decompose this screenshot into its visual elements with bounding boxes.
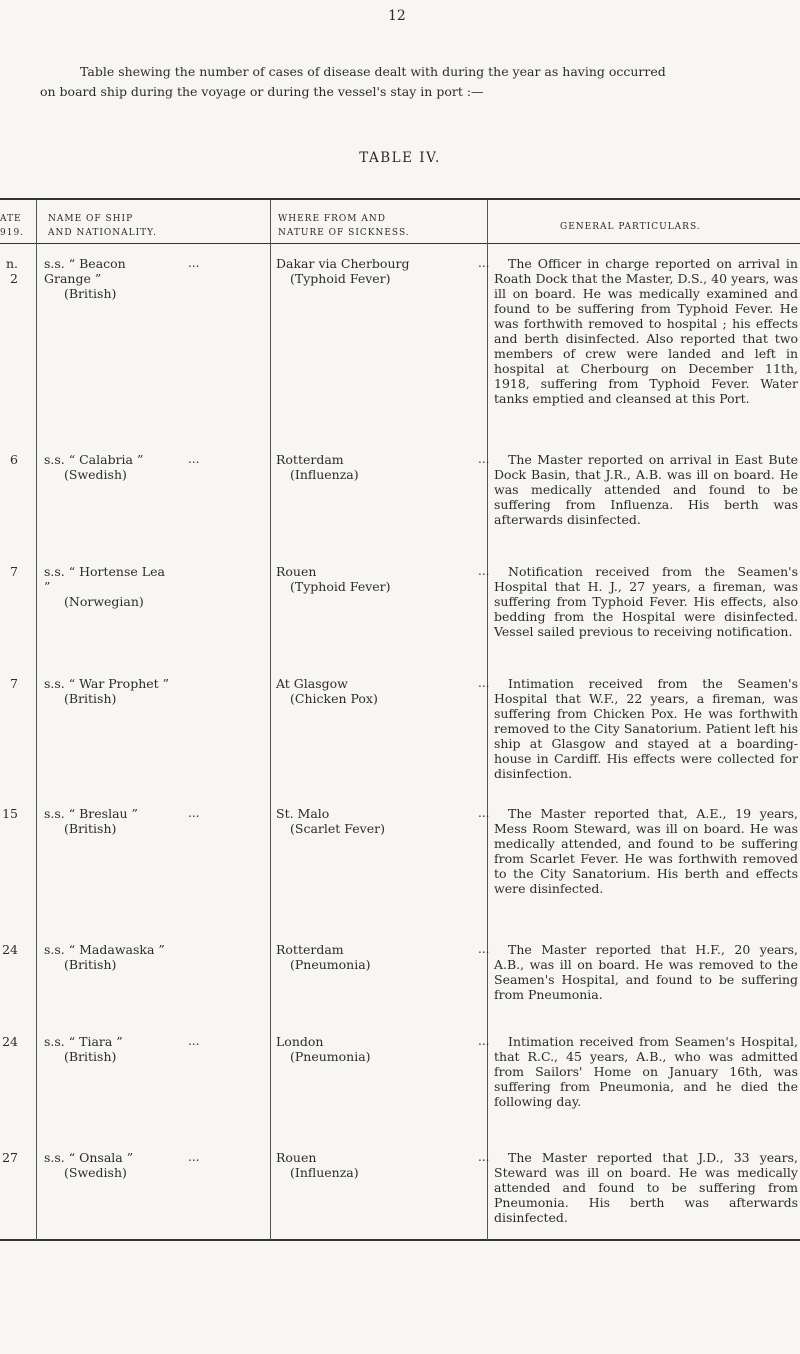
ship-nationality: (British) [64,691,117,706]
sickness-nature: (Typhoid Fever) [290,579,391,594]
sickness-nature: (Influenza) [290,1165,359,1180]
ship-name: s.s. “ Beacon Grange ” [44,256,126,286]
sickness-nature: (Chicken Pox) [290,691,378,706]
column-divider [36,200,37,1240]
where-from: Rouen [276,564,317,579]
ship-name: s.s. “ Breslau ” [44,806,138,821]
row-date: 24 [2,942,18,957]
sickness-nature: (Scarlet Fever) [290,821,385,836]
ship-nationality: (British) [64,1049,117,1064]
particulars-cell: The Officer in charge reported on arrival in Roath Dock that the Master, D.S., 40 years, was ill on board. He was medically examined and found to be suffering from Typhoid Fever. He was forthwith removed to hospital ; his effects and berth disinfected. Also reported that two members of crew were landed and left in hospital at Cherbourg on December 11th, 1918, suffering from Typhoid Fever. Water tanks emptied and cleansed at this Port. [494,256,798,406]
ship-nationality: (British) [64,286,117,301]
ship-nationality: (Swedish) [64,1165,127,1180]
header-date: ATE 919. [0,214,25,238]
dot-leader: ... [188,256,200,270]
where-from: Rotterdam [276,452,344,467]
ship-cell [44,564,174,609]
sickness-nature: (Typhoid Fever) [290,271,391,286]
ship-name: s.s. “ War Prophet ” [44,676,170,691]
where-from: Rotterdam [276,942,344,957]
ship-nationality: (Swedish) [64,467,127,482]
row-date: 7 [10,564,18,579]
header-bottom-rule [0,243,800,244]
table-bottom-rule [0,1239,800,1241]
ship-cell [44,806,174,836]
row-date: 27 [2,1150,18,1165]
ship-name: s.s. “ Tiara ” [44,1034,123,1049]
ship-cell [44,942,174,972]
where-from: At Glasgow [276,676,348,691]
particulars-cell: The Master reported that, A.E., 19 years, Mess Room Steward, was ill on board. He was medically attended, and found to be suffering from Scarlet Fever. He was forthwith removed to the City Sanatorium. His berth and effects were disinfected. [494,806,798,896]
where-from: Dakar via Cherbourg [276,256,410,271]
dot-leader: ... [478,942,490,956]
row-date: 7 [10,676,18,691]
dot-leader: ... [478,256,490,270]
header-particulars: GENERAL PARTICULARS. [560,222,701,232]
column-divider [487,200,488,1240]
ship-cell [44,1150,174,1180]
where-from: St. Malo [276,806,330,821]
ship-nationality: (British) [64,957,117,972]
dot-leader: ... [188,1034,200,1048]
ship-name: s.s. “ Calabria ” [44,452,144,467]
sickness-nature: (Pneumonia) [290,957,371,972]
dot-leader: ... [478,676,490,690]
where-cell [276,1150,451,1180]
caption-line-2: on board ship during the voyage or during the vessel's stay in port :— [40,84,484,99]
ship-nationality: (Norwegian) [64,594,144,609]
where-cell [276,942,451,972]
particulars-cell: Intimation received from the Seamen's Hospital that W.F., 22 years, a fireman, was suffering from Chicken Pox. He was forthwith removed to the City Sanatorium. Patient left his ship at Glasgow and stayed at a boarding-house in Cardiff. His effects were collected for disinfection. [494,676,798,781]
row-date: 15 [2,806,18,821]
where-cell [276,564,451,594]
particulars-cell: Intimation received from Seamen's Hospital, that R.C., 45 years, A.B., who was admitted from Sailors' Home on January 16th, was suffering from Pneumonia, and he died the following day. [494,1034,798,1109]
sickness-nature: (Pneumonia) [290,1049,371,1064]
where-cell [276,1034,451,1064]
dot-leader: ... [478,452,490,466]
table-title: TABLE IV. [359,150,441,166]
where-from: Rouen [276,1150,317,1165]
ship-cell [44,452,174,482]
where-cell [276,256,451,286]
dot-leader: ... [478,1150,490,1164]
particulars-cell: The Master reported that H.F., 20 years, A.B., was ill on board. He was removed to the Seamen's Hospital, and found to be suffering from Pneumonia. [494,942,798,1002]
header-ship: NAME OF SHIP AND NATIONALITY. [48,214,157,238]
where-cell [276,806,451,836]
particulars-cell: The Master reported on arrival in East Bute Dock Basin, that J.R., A.B. was ill on board. He was medically attended and found to be suffering from Influenza. His berth was afterwards disinfected. [494,452,798,527]
ship-name: s.s. “ Madawaska ” [44,942,165,957]
row-date: 6 [10,452,18,467]
particulars-cell: The Master reported that J.D., 33 years, Steward was ill on board. He was medically attended and found to be suffering from Pneumonia. His berth was afterwards disinfected. [494,1150,798,1225]
column-divider [270,200,271,1240]
where-cell [276,452,451,482]
table-top-rule [0,198,800,200]
dot-leader: ... [188,1150,200,1164]
row-date: n. 2 [5,256,18,286]
ship-cell [44,676,174,706]
where-cell [276,676,451,706]
dot-leader: ... [188,452,200,466]
dot-leader: ... [478,1034,490,1048]
header-where: WHERE FROM AND NATURE OF SICKNESS. [278,214,410,238]
where-from: London [276,1034,324,1049]
table-caption [40,62,780,102]
dot-leader: ... [478,564,490,578]
particulars-cell: Notification received from the Seamen's Hospital that H. J., 27 years, a fireman, was suffering from Typhoid Fever. His effects, also bedding from the Hospital were disinfected. Vessel sailed previous to receiving notification. [494,564,798,639]
ship-nationality: (British) [64,821,117,836]
dot-leader: ... [188,806,200,820]
row-date: 24 [2,1034,18,1049]
ship-name: s.s. “ Onsala ” [44,1150,134,1165]
ship-cell [44,1034,174,1064]
ship-cell [44,256,174,301]
ship-name: s.s. “ Hortense Lea ” [44,564,165,594]
dot-leader: ... [478,806,490,820]
sickness-nature: (Influenza) [290,467,359,482]
page-number: 12 [388,8,406,24]
caption-line-1: Table shewing the number of cases of disease dealt with during the year as having occurred [80,64,666,79]
